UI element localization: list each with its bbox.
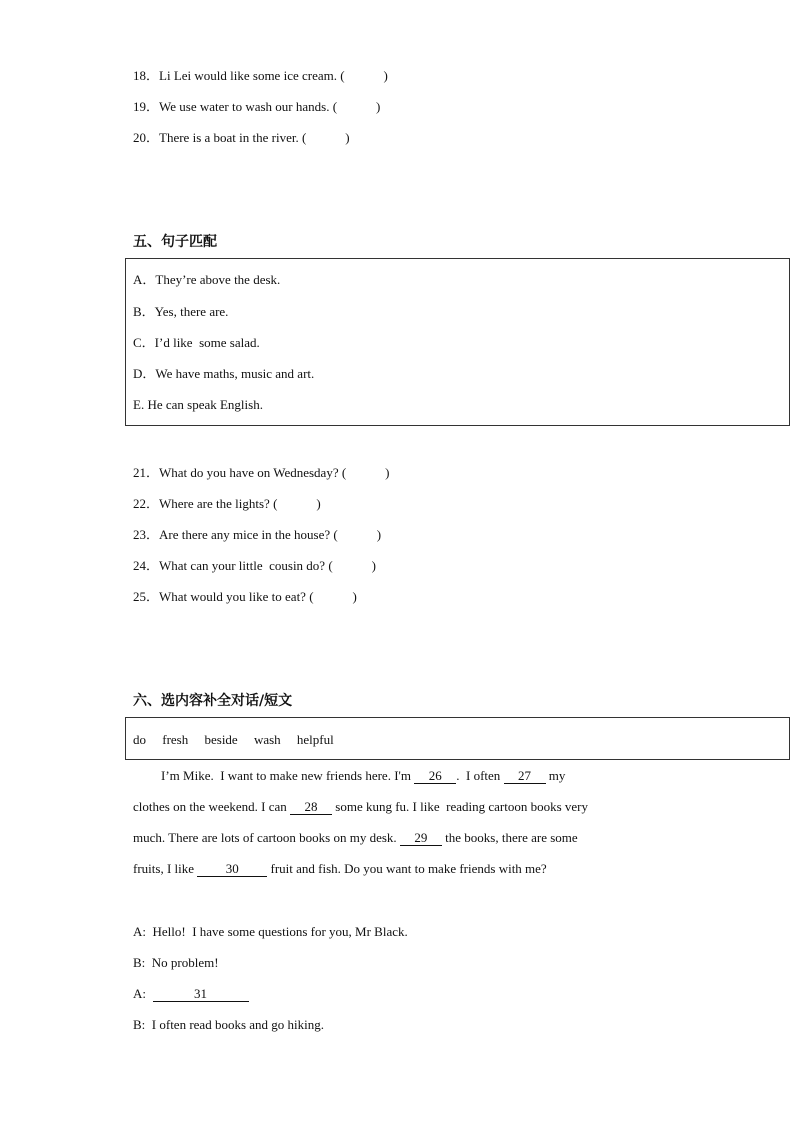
question-text: We use water to wash our hands. ( ) bbox=[159, 99, 381, 114]
passage-text: fruit and fish. Do you want to make friends with me? bbox=[267, 861, 547, 876]
question-18 bbox=[133, 68, 388, 84]
passage-text: I’m Mike. I want to make new friends here. I'm bbox=[161, 768, 415, 783]
answer-blank-27[interactable]: 27 bbox=[504, 769, 546, 784]
dialogue-line-3 bbox=[133, 986, 249, 1002]
answer-blank-30[interactable]: 30 bbox=[197, 862, 267, 877]
answer-blank-26[interactable]: 26 bbox=[414, 769, 456, 784]
question-text: What would you like to eat? ( ) bbox=[159, 589, 357, 604]
passage-text: some kung fu. I like reading cartoon books very bbox=[332, 799, 588, 814]
question-number: 18． bbox=[133, 68, 160, 83]
option-c: C．I’d like some salad. bbox=[133, 335, 260, 350]
dialogue-line-2: B: No problem! bbox=[133, 955, 219, 970]
passage-line-3 bbox=[133, 830, 578, 846]
question-24 bbox=[133, 558, 376, 574]
option-d: D．We have maths, music and art. bbox=[133, 366, 315, 381]
question-number: 20． bbox=[133, 130, 160, 145]
answer-blank-31[interactable]: 31 bbox=[153, 987, 249, 1002]
question-23 bbox=[133, 527, 381, 543]
question-number: 22． bbox=[133, 496, 160, 511]
passage-text: clothes on the weekend. I can bbox=[133, 799, 291, 814]
passage-line-2 bbox=[133, 799, 588, 815]
word-bank: do fresh beside wash helpful bbox=[133, 732, 334, 747]
answer-blank-28[interactable]: 28 bbox=[290, 800, 332, 815]
question-20 bbox=[133, 130, 350, 146]
passage-text: fruits, I like bbox=[133, 861, 198, 876]
question-text: There is a boat in the river. ( ) bbox=[159, 130, 350, 145]
option-a: A．They’re above the desk. bbox=[133, 272, 281, 287]
option-e: E. He can speak English. bbox=[133, 397, 263, 412]
question-19 bbox=[133, 99, 380, 115]
dialogue-line-1: A: Hello! I have some questions for you, Mr Black. bbox=[133, 924, 408, 939]
question-number: 21． bbox=[133, 465, 160, 480]
section-6-heading: 六、选内容补全对话/短文 bbox=[133, 693, 293, 709]
passage-line-1 bbox=[161, 768, 565, 784]
question-21 bbox=[133, 465, 390, 481]
answer-blank-29[interactable]: 29 bbox=[400, 831, 442, 846]
passage-text: my bbox=[545, 768, 566, 783]
passage-text: the books, there are some bbox=[441, 830, 578, 845]
question-text: Are there any mice in the house? ( ) bbox=[159, 527, 382, 542]
question-text: What can your little cousin do? ( ) bbox=[159, 558, 376, 573]
question-22 bbox=[133, 496, 321, 512]
passage-line-4 bbox=[133, 861, 547, 877]
question-text: Where are the lights? ( ) bbox=[159, 496, 321, 511]
passage-text: much. There are lots of cartoon books on my desk. bbox=[133, 830, 400, 845]
question-number: 24． bbox=[133, 558, 160, 573]
section-5-heading: 五、句子匹配 bbox=[133, 234, 217, 250]
word-bank-box bbox=[125, 717, 790, 760]
speaker-label: A: bbox=[133, 986, 153, 1001]
passage-text: . I often bbox=[456, 768, 504, 783]
dialogue-line-4: B: I often read books and go hiking. bbox=[133, 1017, 324, 1032]
options-box bbox=[125, 258, 790, 426]
question-25 bbox=[133, 589, 357, 605]
question-number: 23． bbox=[133, 527, 160, 542]
question-number: 25． bbox=[133, 589, 160, 604]
question-number: 19． bbox=[133, 99, 160, 114]
question-text: What do you have on Wednesday? ( ) bbox=[159, 465, 390, 480]
question-text: Li Lei would like some ice cream. ( ) bbox=[159, 68, 388, 83]
option-b: B．Yes, there are. bbox=[133, 304, 229, 319]
